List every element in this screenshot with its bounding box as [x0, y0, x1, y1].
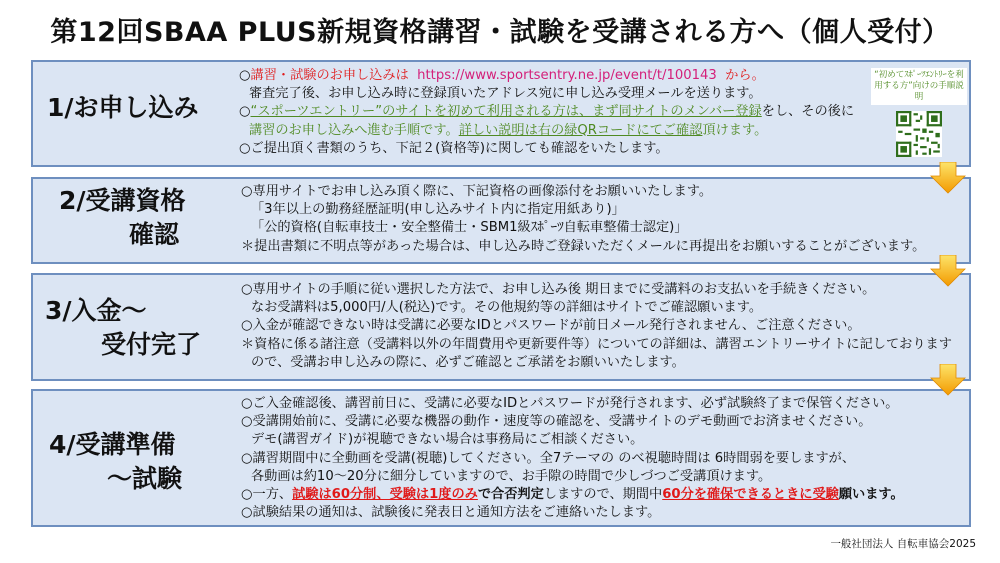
step-2-heading: 2/受講資格 [59, 186, 186, 215]
step-4-panel [31, 389, 971, 527]
qr-code-icon[interactable] [896, 111, 942, 157]
step-2-body [241, 183, 925, 256]
qr-code-box [871, 68, 967, 157]
qr-caption: “初めてｽﾎﾟｰﾂｴﾝﾄﾘｰを利用する方”向けの手順説明 [871, 68, 967, 105]
down-arrow-icon [930, 364, 966, 396]
step-1-panel [31, 60, 971, 167]
step-1-line-2: 審査完了後、お申し込み時に登録頂いたアドレス宛に申し込み受理メールを送ります。 [249, 86, 762, 102]
step-2-line-3: 「公的資格(自転車技士・安全整備士・SBM1級ｽﾎﾟｰﾂ自転車整備士認定)」 [251, 220, 688, 236]
step-1-body [239, 67, 854, 158]
step-4-line-1: ○ご入金確認後、講習前日に、受講に必要なIDとパスワードが発行されます、必ず試験終了まで保管ください。 [241, 396, 899, 411]
step-1-line-3: ○“スポーツエントリー”のサイトを初めて利用される方は、まず同サイトのメンバー登録をし、その後に [239, 104, 855, 120]
step-3-line-3: ○入金が確認できない時は受講に必要なIDとパスワードが前日メール発行されません、ご注意ください。 [241, 318, 861, 334]
step-2-line-1: ○専用サイトでお申し込み頂く際に、下記資格の画像添付をお願いいたします。 [241, 184, 713, 199]
step-1-line-1: ○講習・試験のお申し込みは https://www.sportsentry.ne.jp/event/t/100143 から。 [239, 68, 765, 83]
step-4-line-4: ○講習期間中に全動画を受講(視聴)してください。全7テーマの のべ視聴時間は 6時間弱を要しますが、 [241, 450, 856, 466]
step-4-heading-sub: ～試験 [107, 464, 183, 493]
footer-organization: 一般社団法人 自転車協会2025 [830, 538, 976, 550]
step-2-panel [31, 177, 971, 264]
step-2-line-4: ＊提出書類に不明点等があった場合は、申し込み時ご登録いただくメールに再提出をお願いすることがございます。 [241, 238, 926, 254]
step-4-line-6: ○一方、試験は60分制、受験は1度のみで合否判定しますので、期間中60分を確保できるときに受験願います。 [241, 486, 904, 502]
step-1-heading: 1/お申し込み [47, 93, 199, 122]
page-title: 第12回SBAA PLUS新規資格講習・試験を受講される方へ（個人受付） [50, 17, 950, 48]
step-2-line-2: 「3年以上の勤務経歴証明(申し込みサイト内に指定用紙あり)」 [251, 202, 625, 218]
step-4-body [241, 395, 904, 522]
step-1-line-4: 講習のお申し込みへ進む手順です。詳しい説明は右の緑QRコードにてご確認頂けます。 [249, 122, 768, 138]
step-2-heading-sub: 確認 [129, 220, 180, 249]
step-4-heading: 4/受講準備 [49, 430, 176, 459]
step-3-body [241, 281, 952, 372]
step-4-line-3: デモ(講習ガイド)が視聴できない場合は事務局にご相談ください。 [251, 432, 644, 448]
down-arrow-icon [930, 255, 966, 287]
step-3-line-1: ○専用サイトの手順に従い選択した方法で、お申し込み後 期日までに受講料のお支払いを手続きください。 [241, 282, 876, 297]
step-4-line-7: ○試験結果の通知は、試験後に発表日と通知方法をご連絡いたします。 [241, 505, 661, 521]
step-3-line-5: ので、受講お申し込みの際に、必ずご確認とご承諾をお願いいたします。 [251, 354, 685, 370]
step-4-line-2: ○受講開始前に、受講に必要な機器の動作・速度等の確認を、受講サイトのデモ動画でお済ませください。 [241, 414, 872, 430]
step-3-panel [31, 273, 971, 381]
step-3-line-2: なお受講料は5,000円/人(税込)です。その他規約等の詳細はサイトでご確認願います。 [251, 300, 763, 316]
step-4-line-5: 各動画は約10～20分に細分していますので、お手隙の時間で少しづつご受講頂けます。 [251, 468, 772, 484]
down-arrow-icon [930, 162, 966, 194]
step-3-heading-sub: 受付完了 [101, 330, 202, 359]
entry-site-link[interactable]: https://www.sportsentry.ne.jp/event/t/100143 [417, 68, 717, 83]
step-3-line-4: ＊資格に係る諸注意（受講料以外の年間費用や更新要件等）についての詳細は、講習エントリーサイトに記しております [241, 336, 952, 352]
step-1-line-5: ○ご提出頂く書類のうち、下記２(資格等)に関しても確認をいたします。 [239, 140, 669, 156]
step-3-heading: 3/入金～ [45, 296, 147, 325]
